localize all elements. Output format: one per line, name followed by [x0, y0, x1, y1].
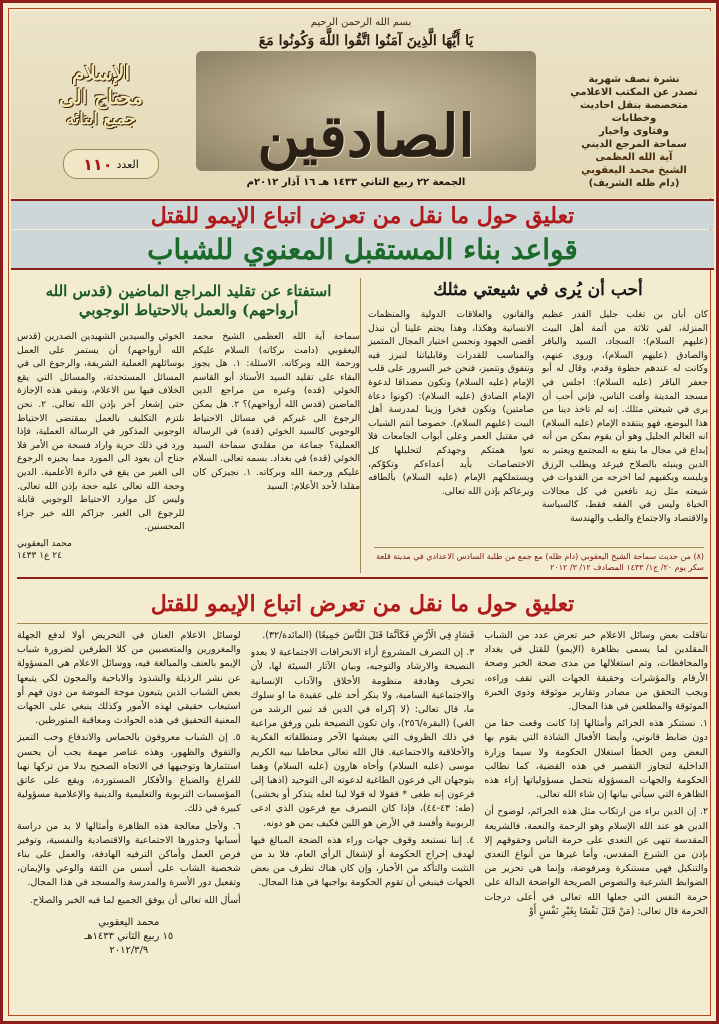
emo-paragraph: تناقلت بعض وسائل الاعلام خبر تعرض عدد من الشباب المقلدين لما يسمى بظاهرة (الإيمو) للقتل في بغداد والمحافظات، وتم استغلالها من مدى صحة الخبر وصحة الأرقام والمؤشرات وحقيقة الجهات التي تقف وراءه، ويجب التحقق من مصادر وتقارير موثوقة وذوي الخبرة الموثوقة والمطلعين في هذا المجال.: [484, 630, 708, 713]
emo-sign-name: محمد اليعقوبي: [98, 916, 160, 928]
fatwa-sign-name: محمد اليعقوبي: [17, 538, 72, 549]
about-authority-suffix: (دام ظله الشريف): [588, 178, 680, 189]
seal-line-3: جميع ابنائه: [66, 109, 136, 128]
issue-badge: [63, 149, 159, 179]
basmala: بسم الله الرحمن الرحيم: [310, 17, 412, 28]
seal-line-1: الإسلام: [71, 61, 131, 85]
about-line: تصدر عن المكتب الاعلامي: [570, 87, 698, 98]
issue-label: العدد: [116, 157, 139, 171]
fatwa-text-col-b: [17, 330, 185, 562]
main-headline-red: تعليق حول ما نقل من تعرض اتباع الإيمو للقتل: [11, 199, 714, 229]
section-divider: [17, 577, 708, 579]
emo-sign-date-gregorian: ٢٠١٢/٣/٩: [109, 944, 149, 956]
newsletter-title: الصادقين: [257, 102, 475, 170]
fatwa-body: [17, 330, 360, 562]
hadith-article: [368, 278, 708, 573]
emo-article-title: تعليق حول ما نقل من تعرض اتباع الإيمو للقتل: [17, 589, 708, 624]
fatwa-text-col-a: سماحة آية الله العظمى الشيخ محمد اليعقوبي (دامت بركاته) السلام عليكم ورحمة الله وبركاته. الاسئلة: ١. هل يجوز البقاء على تقليد السيد الأستاذ أبو القاسم الخوئي (قده) وغيره من مراجع الدين الماضين (قدس الله أرواحهم)؟ ٢. هل يمكن الرجوع الى غيركم في مسائل الاحتياط الوجوبي كالسيد الخوئي (قده) في الرسالة العملية؟ جماعة من مقلدي سماحة السيد الخوئي (قده) في بغداد. بسمه تعالى. السلام عليكم ورحمة الله وبركاته. ١. نجيزكن كان مقلدا لأحد الأعلام: السيد: [192, 331, 360, 492]
emo-paragraph: ٥. إن الشباب معروفون بالحماس والاندفاع وحب التميز والتفوق والظهور، وهذه عناصر مهمة يجب أن يحسن استثمارها وتوجيهها في الاتجاه الصحيح بدلا من تركها نهبا للفراغ والضياع والأفكار المستوردة، ويقع على عاتق المؤسسات التربوية والتعليمية والدينية والإعلامية مسؤولية كبيرة في ذلك.: [16, 732, 241, 815]
emo-paragraph: ١. نستنكر هذه الجرائم وأمثالها إذا كانت وقعت حقا من دون ضابط قانوني، وأيضا الأفعال الشاذة التي يقوم بها البعض ومن الخطأ استغلال الحكومة ولا سيما وزارة الداخلية لتجاوز التقصير في هذه القضية، كما نطالب الحكومة والجهات المسؤولة بتحمل مسؤولياتها إزاء هذه الظاهرة التي سيأتي بيانها إن شاء الله تعالى.: [484, 718, 708, 801]
emo-paragraph: لوسائل الاعلام العنان في التحريض أولا لدفع الجهلة والمغرورين والمتعصبين من كلا الطرفين لضرورة شباب الإيمو بالعنف والمبالغة فيه، ووسائل الاعلام هي المسؤولة عن نشر الرذيلة والشذوذ والاباحية والمجون لكي يتبعها بعض الشباب الذين يتبعون موجة الموضة من دون فهم أو استيعاب حقيقي لهذه الأمور وكذلك ينبغي على الجهات المعنية التحقيق في هذه الحوادث ومعاقبة المتورطين.: [16, 630, 241, 727]
issue-date: الجمعة ٢٢ ربيع الثاني ١٤٣٣ هـ ١٦ آذار ٢٠١٢م: [246, 177, 466, 188]
emo-column-2: [251, 629, 475, 1014]
about-box: [559, 73, 709, 190]
fatwa-sign-date: ٢٤ ع١ ١٤٣٣: [17, 550, 62, 561]
emo-column-1: [484, 629, 708, 1014]
hadith-title: أحب أن يُرى في شيعتي مثلك: [433, 280, 643, 300]
about-line: وفتاوى واخبار: [599, 126, 669, 137]
emo-column-3: [17, 629, 241, 1014]
fatwa-article: [17, 278, 361, 573]
about-line: نشرة نصف شهرية: [588, 74, 680, 85]
about-line: متخصصة بنقل احاديث وخطابات: [579, 100, 689, 124]
emo-paragraph: فَسَادٍ فِي الْأَرْضِ فَكَأَنَّمَا قَتَلَ النَّاسَ جَمِيعًا) (المائدة/٣٢).: [262, 630, 475, 641]
hadith-body: [368, 308, 708, 526]
main-headline-green: قواعد بناء المستقبل المعنوي للشباب: [11, 230, 714, 270]
header-verse: يَا أَيُّهَا الَّذِينَ آمَنُوا اتَّقُوا اللَّهَ وَكُونُوا مَعَ: [258, 33, 474, 49]
fatwa-text-b: الخوئي والسيدين الشهيدين الصدرين (قدس الله أرواحهم) أن يستمر على العمل بوسائلهم العملية الشريفة، والرجوع الى في المسائل المستحدثة، والمسائل التي يقع الخلاف فيها بين الاعلام، ونبقي هذه الإجازة حتى إشعار آخر بإذن الله تعالى. ٢. نحن نلتزم التكليف بالعمل بمقتضى الاحتياط الوجوبي المذكور في الرسالة العملية، فإذا ورد في ذلك حرية واراد فسحة من الأمر فلا جناح أن يعود الى المورد مما يجيزه الرجوع الى الغير من يقع في دائرة الأعلمية. الدين وحجة الله تعالى عليه حجة بإذن الله تعالى. وليس كل موارد الاحتياط الوجوبي قابلة للرجوع الى الغير. جزاكم الله خير جزاء المحسنين.: [17, 331, 185, 533]
emo-paragraph: ٦. ولأجل معالجة هذه الظاهرة وأمثالها لا بد من دراسة أسبابها وجذورها الاجتماعية والاقتصادية والنفسية، وتوفير فرص العمل وأماكن الترفيه الهادفة، والعمل على بناء شخصية الشاب على أسس من الثقة والوعي والإيمان، وتفعيل دور الأسرة والمدرسة والمسجد في هذا المجال.: [16, 820, 241, 889]
seal-line-2: محتاج الى: [59, 85, 143, 109]
about-authority-name: الشيخ محمد اليعقوبي: [581, 165, 687, 176]
issue-number: ١١٠: [83, 154, 113, 174]
hadith-caption: (٨) من حديث سماحة الشيخ اليعقوبي (دام ظله) مع جمع من طلبة السادس الاعدادي في مدينة قلعة سكر يوم ٢٠/ ج١/ ١٤٣٣ المصادف ١٢/ ٣/ ٢٠١٢: [374, 547, 704, 573]
hadith-text-col-a: كان أبان بن تغلب جليل القدر عظيم المنزلة، لقي ثلاثة من أئمة أهل البيت (عليهم السلام): السجاد، السيد والباقر والصادق (عليهم السلام)، وروى عنهم، وكانت له عندهم حظوة وقدم، وقال له أبو جعفر الباقر (عليه السلام): اجلس في مسجد المدينة وأفت الناس، فإني أحب أن يرى في شيعتي مثلك. إنه لم تاخذ دينا من هذا البوضع، فهو ينتقده الإمام (عليه السلام) انه العالم الجليل وهو أن يقوم بمكن من أنه إبداع في مجال ما ينفع به المجتمع ويعتبر به الدين وينبئه بالصلاح فيرغد ويطلب الرزق ويلبسه ويكفيهم لما اخرجه من القدوات في شيعته مثل زيد نافعين في كل مجالات الحياة وليس في الفقه فقط، كالسياسة والاقتصاد والاجتماع والطب والهندسة: [542, 309, 708, 524]
emo-paragraph: ٢. إن الدين براء من ارتكاب مثل هذه الجرائم، لوضوح أن الدين هو عند الله الإسلام وهو الرحمة والنعمة، فالشريعة المقدسة تنهى عن التعدي على حرمة الناس وحقوقهم إلا بإذن من الشرع المقدس، وأما غيرها من أنواع التعدي والتنكيل فهي مستنكرة ومرفوضة، وإنما هي تحرير من الضوابط الشرعية والنصوص الصريحة الواضحة الدالة على حرمة النفس التي جعلها الله تعالى في أعلى درجات الحرمة قال تعالى: (مَنْ قَتَلَ نَفْسًا بِغَيْرِ نَفْسٍ أَوْ: [484, 806, 708, 917]
emo-article-body: [17, 629, 708, 1014]
emo-paragraph: ٤. إننا نستبعد وقوف جهات وراء هذه الضجة المبالغ فيها لهدف إحراج الحكومة أو لإشغال الرأي العام، فلا بد من التثبت والتأكد من الأخبار، وإن كان هناك تطرف من بعض الجهات فينبغي أن تقوم الحكومة بواجبها في هذا المجال.: [250, 834, 475, 889]
hadith-text-col-b: والقانون والعلاقات الدولية والمنظمات الانسانية وهكذا، وهذا يحتم علينا أن نبذل أقصى الجهود ونحسن اختيار المجال المتميز والمناسب للقدرات وقابلياتنا لنبرز فيه ونتفوق ونتميز، فنحن خير السرور على قلب الإمام (عليه السلام) ونكون مصداقا لدعوة الإمام الصادق (عليه السلام): (كونوا دعاة صامتين) ونكون فخرا وزينا لمدرسة أهل البيت (عليهم السلام). خصوصا أنتم الشباب في مقتبل العمر وعلى أبواب الجامعات فلا تعوا همتكم وجهدكم لتحليلها كل الاختصاصات بأيد أعداءكم وتكوّكم، ويستملكهم الإمام (عليه السلام) بألطافه ويرعاكم بإذن الله تعالى.: [368, 309, 534, 497]
about-line: سماحة المرجع الديني: [581, 139, 687, 150]
emo-paragraph: ٣. إن التصرف المشروع أزاء الانحرافات الاجتماعية لا يعدو النصيحة والارشاد والتوجيه، وبيان الآثار السيئة لها، لأن تحرف وهادفة منظومة الأخلاق والآداب الإنسانية والاجتماعية السامية، ولا ينكر أحد على عقيدة ما او سلوك ما، قال تعالى: (لا إكراه في الدين قد تبين الرشد من الغي) (البقرة/٢٥٦)، وان تكون النصيحة بلين ورفق مراعية في ذلك الظروف التي يعيشها الآخر ومنطلقاته الفكرية والأخلاقية والاجتماعية. قال الله تعالى مخاطبا نبيه الكريم موسى (عليه السلام) وأخاه هارون (عليه السلام) وهما يتوجهان الى فرعون الطاغية لدعوته الى التوحيد (اذهبا إلى فرعون إنه طغى * فقولا له قولا لينا لعله يتذكر أو يخشى) (طه: ٤٣-٤٤)، فإذا كان التصرف مع فرعون الذي ادعى الربوبية وأفسد في الأرض هو اللين فكيف بمن هو دونه.: [250, 647, 475, 829]
emo-signature: [17, 916, 241, 958]
emo-sign-date-hijri: ١٥ ربيع الثاني ١٤٣٣هـ: [84, 930, 174, 942]
fatwa-signature: [17, 534, 185, 562]
about-authority: آية الله العظمى: [595, 152, 673, 163]
masthead: [11, 11, 714, 198]
fatwa-title: استفتاء عن تقليد المراجع الماضين (قدس الله أرواحهم) والعمل بالاحتياط الوجوبي: [45, 282, 332, 319]
emo-paragraph: أسأل الله تعالى أن يوفق الجميع لما فيه الخير والصلاح.: [29, 894, 241, 906]
